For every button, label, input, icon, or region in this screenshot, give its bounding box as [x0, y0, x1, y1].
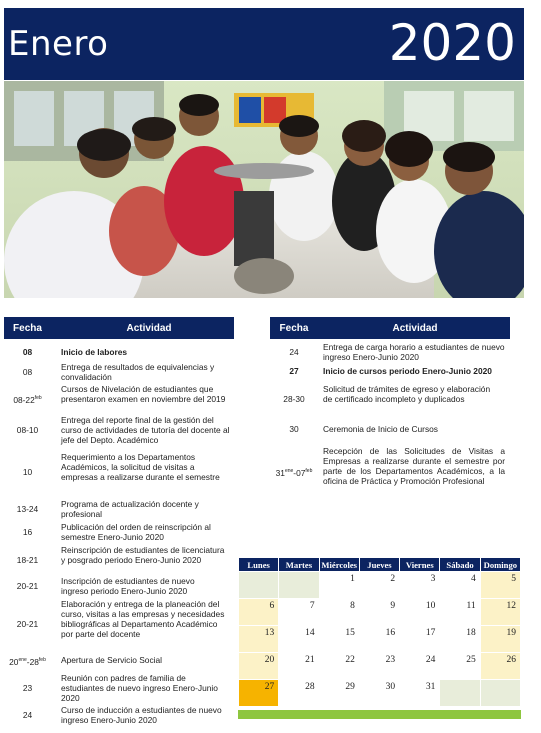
row-activity: Elaboración y entrega de la planeación del curso, visitas a las empresas y necesidades bibliográficas al Departamento Académico por parte del docente	[61, 599, 225, 639]
right-col-date: Fecha	[279, 322, 309, 334]
row-date: 08	[22, 347, 33, 357]
row-date: 10	[22, 467, 33, 477]
calendar-day: 7	[279, 599, 319, 626]
calendar-day: 11	[440, 599, 480, 626]
row-date: $08-22^{feb}$	[13, 394, 42, 405]
row-activity: Requerimiento a los Departamentos Académicos, la solicitud de visitas a empresas a realizarse durante el semestre	[61, 452, 220, 482]
calendar-day: 24	[400, 653, 440, 680]
calendar-day: 25	[440, 653, 480, 680]
row-date: 16	[22, 527, 33, 537]
weekday-label: Martes	[279, 558, 319, 572]
calendar-week	[239, 572, 521, 599]
calendar-day: 5	[480, 572, 520, 599]
right-table-header	[270, 317, 510, 339]
row-activity: Inicio de cursos periodo Enero-Junio 2020	[323, 366, 492, 376]
calendar-day: 23	[359, 653, 399, 680]
row-activity: Reinscripción de estudiantes de licenciatura y posgrado periodo Enero-Junio 2020	[61, 545, 225, 565]
month-calendar	[238, 557, 521, 707]
row-date: 27	[289, 366, 299, 376]
calendar-day: 22	[319, 653, 359, 680]
calendar-day: 31	[400, 680, 440, 707]
calendar-day: 28	[279, 680, 319, 707]
row-activity: Cursos de Nivelación de estudiantes que presentaron examen en noviembre del 2019	[61, 384, 226, 404]
calendar-day: 16	[359, 626, 399, 653]
left-col-activity: Actividad	[126, 322, 172, 334]
calendar-day: 14	[279, 626, 319, 653]
row-date: 13-24	[16, 504, 39, 514]
row-activity: Publicación del orden de reinscripción al semestre Enero-Junio 2020	[61, 522, 211, 542]
calendar-day: 12	[480, 599, 520, 626]
calendar-day: 30	[359, 680, 399, 707]
weekday-label: Miércoles	[319, 558, 359, 572]
calendar-week	[239, 653, 521, 680]
calendar-day: 8	[319, 599, 359, 626]
calendar-week	[239, 680, 521, 707]
year-title: 2020	[388, 14, 516, 72]
calendar-day: 9	[359, 599, 399, 626]
row-date: 20-21	[16, 619, 39, 629]
calendar-day: 2	[359, 572, 399, 599]
row-activity: Solicitud de trámites de egreso y elaboración de certificado incompleto y duplicados	[323, 384, 491, 404]
calendar-day: 18	[440, 626, 480, 653]
row-date: 20-21	[16, 581, 39, 591]
weekday-label: Jueves	[359, 558, 399, 572]
calendar-day: 21	[279, 653, 319, 680]
row-date: 30	[289, 424, 299, 434]
row-date: 24	[289, 347, 299, 357]
calendar-week	[239, 626, 521, 653]
calendar-day-highlighted: 27	[239, 680, 279, 707]
calendar-day: 15	[319, 626, 359, 653]
calendar-day: 17	[400, 626, 440, 653]
row-date: $20^{ene}-28^{feb}$	[9, 656, 46, 667]
row-date: $31^{ene}-07^{feb}$	[275, 467, 313, 478]
row-date: 08	[22, 367, 33, 377]
row-date: 18-21	[16, 555, 39, 565]
month-header	[4, 8, 524, 80]
row-activity: Entrega de resultados de equivalencias y convalidación	[61, 362, 215, 382]
calendar-day: 29	[319, 680, 359, 707]
row-activity: Entrega del reporte final de la gestión del curso de actividades de tutoría del docente al jefe del Depto. Académico	[61, 415, 230, 445]
calendar-day	[480, 680, 520, 707]
calendar-weekday-row	[239, 558, 521, 572]
row-activity: Reunión con padres de familia de estudiantes de nuevo ingreso Enero-Junio 2020	[61, 673, 218, 703]
students-group-photo	[4, 81, 524, 298]
row-activity: Inscripción de estudiantes de nuevo ingreso periodo Enero-Junio 2020	[61, 576, 195, 596]
calendar-week	[239, 599, 521, 626]
calendar-day: 6	[239, 599, 279, 626]
calendar-day	[440, 680, 480, 707]
weekday-label: Lunes	[239, 558, 279, 572]
left-table-header	[4, 317, 234, 339]
calendar-day: 13	[239, 626, 279, 653]
calendar-day	[279, 572, 319, 599]
calendar-day: 10	[400, 599, 440, 626]
right-col-activity: Actividad	[392, 322, 438, 334]
calendar-day: 19	[480, 626, 520, 653]
calendar-day: 4	[440, 572, 480, 599]
row-date: 28-30	[283, 394, 305, 404]
calendar-day: 20	[239, 653, 279, 680]
row-activity: Entrega de carga horario a estudiantes de nuevo ingreso Enero-Junio 2020	[323, 342, 505, 362]
row-activity: Curso de inducción a estudiantes de nuevo ingreso Enero-Junio 2020	[61, 705, 222, 725]
calendar-day	[239, 572, 279, 599]
row-date: 23	[22, 683, 33, 693]
calendar-day: 26	[480, 653, 520, 680]
row-date: 08-10	[16, 425, 39, 435]
weekday-label: Domingo	[480, 558, 520, 572]
weekday-label: Viernes	[400, 558, 440, 572]
row-activity: Ceremonia de Inicio de Cursos	[323, 424, 438, 434]
row-activity: Recepción de las Solicitudes de Visitas a Empresas a realizarse durante el semestre por parte de los Departamentos Académicos, a la oficina de Práctica y Promoción Profesional	[323, 446, 505, 486]
calendar-footer-bar	[238, 710, 521, 719]
left-col-date: Fecha	[13, 322, 42, 334]
row-activity: Apertura de Servicio Social	[61, 655, 163, 665]
row-date: 24	[22, 710, 33, 720]
calendar-day: 1	[319, 572, 359, 599]
weekday-label: Sábado	[440, 558, 480, 572]
row-activity: Programa de actualización docente y profesional	[61, 499, 199, 519]
calendar-day: 3	[400, 572, 440, 599]
month-title: Enero	[8, 24, 109, 64]
row-activity: Inicio de labores	[61, 347, 128, 357]
